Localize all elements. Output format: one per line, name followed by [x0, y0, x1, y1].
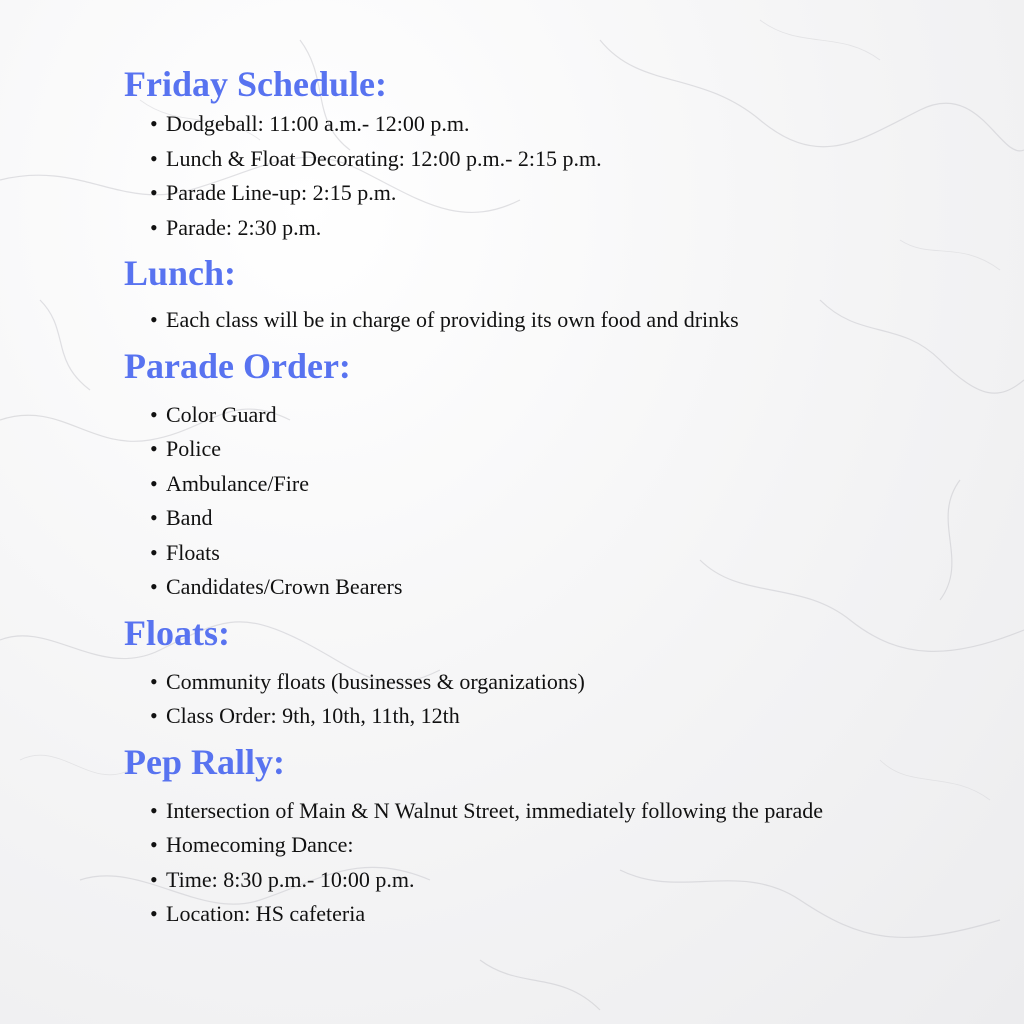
list-item	[150, 794, 904, 829]
list-item	[150, 828, 904, 863]
list-item-text: Parade Line-up: 2:15 p.m.	[166, 180, 397, 205]
list-item	[150, 432, 904, 467]
section-heading: Floats:	[124, 612, 230, 653]
bullet-list	[124, 665, 904, 734]
list-item-text: Parade: 2:30 p.m.	[166, 214, 322, 240]
section-heading: Parade Order:	[124, 345, 351, 386]
list-item	[150, 211, 904, 246]
bullet-icon: •	[150, 866, 158, 892]
bullet-list	[124, 107, 904, 245]
bullet-icon: •	[150, 832, 158, 857]
bullet-icon: •	[150, 307, 158, 332]
section-floats	[124, 611, 904, 734]
bullet-icon: •	[150, 111, 158, 136]
list-item-text: Police	[166, 436, 221, 461]
list-item	[150, 303, 904, 338]
bullet-icon: •	[150, 703, 158, 728]
bullet-icon: •	[150, 145, 158, 171]
bullet-icon: •	[150, 574, 158, 599]
section-friday-schedule	[124, 62, 904, 245]
bullet-icon: •	[150, 668, 158, 694]
list-item-text: Homecoming Dance:	[166, 832, 354, 857]
list-item	[150, 107, 904, 142]
list-item	[150, 570, 904, 605]
list-item-text: Band	[166, 505, 213, 530]
list-item-text: Candidates/Crown Bearers	[166, 574, 403, 599]
bullet-icon: •	[150, 470, 158, 496]
bullet-list	[124, 303, 904, 338]
list-item-text: Dodgeball: 11:00 a.m.- 12:00 p.m.	[166, 111, 470, 136]
list-item	[150, 467, 904, 502]
bullet-icon: •	[150, 214, 158, 240]
list-item-text: Color Guard	[166, 401, 277, 427]
bullet-list	[124, 794, 904, 932]
list-item	[150, 398, 904, 433]
list-item-text: Each class will be in charge of providing its own food and drinks	[166, 307, 739, 332]
list-item-text: Lunch & Float Decorating: 12:00 p.m.- 2:15 p.m.	[166, 145, 602, 171]
bullet-icon: •	[150, 539, 158, 565]
list-item-text: Intersection of Main & N Walnut Street, immediately following the parade	[166, 797, 824, 823]
bullet-icon: •	[150, 180, 158, 205]
section-lunch	[124, 251, 904, 338]
section-heading: Lunch:	[124, 253, 237, 293]
list-item	[150, 176, 904, 211]
section-pep-rally	[124, 740, 904, 932]
section-parade-order	[124, 344, 904, 605]
list-item	[150, 699, 904, 734]
schedule-content	[124, 62, 904, 938]
list-item	[150, 897, 904, 932]
list-item	[150, 665, 904, 700]
bullet-icon: •	[150, 505, 158, 530]
bullet-icon: •	[150, 797, 158, 823]
list-item	[150, 863, 904, 898]
section-heading: Friday Schedule:	[124, 64, 388, 104]
list-item-text: Location: HS cafeteria	[166, 901, 366, 926]
list-item-text: Class Order: 9th, 10th, 11th, 12th	[166, 703, 460, 728]
list-item-text: Community floats (businesses & organizations)	[166, 668, 585, 694]
bullet-icon: •	[150, 401, 158, 427]
list-item-text: Ambulance/Fire	[166, 470, 309, 496]
bullet-icon: •	[150, 436, 158, 461]
bullet-list	[124, 398, 904, 605]
section-heading: Pep Rally:	[124, 741, 285, 782]
bullet-icon: •	[150, 901, 158, 926]
list-item-text: Time: 8:30 p.m.- 10:00 p.m.	[166, 866, 415, 892]
list-item	[150, 142, 904, 177]
list-item	[150, 536, 904, 571]
list-item-text: Floats	[166, 539, 220, 565]
list-item	[150, 501, 904, 536]
